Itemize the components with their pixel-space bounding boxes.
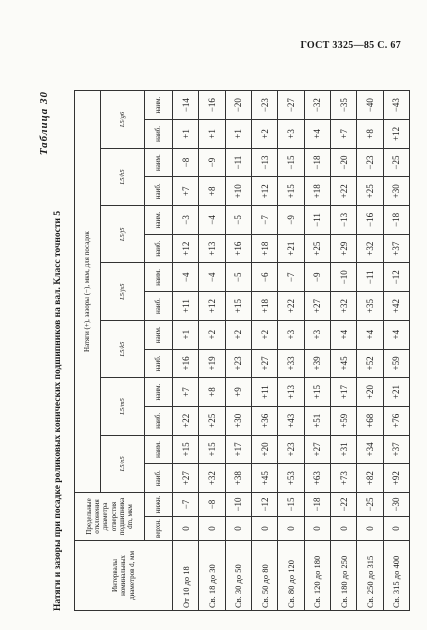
min-header: наим.	[145, 263, 173, 292]
fit-value-cell: −14	[173, 91, 199, 120]
fit-value-cell: +30	[225, 406, 251, 435]
fit-value-cell: +21	[278, 234, 304, 263]
fit-value-cell: +68	[357, 406, 383, 435]
fit-header: L5/n5	[101, 435, 145, 492]
fit-value-cell: +51	[304, 406, 330, 435]
fit-value-cell: −18	[383, 206, 409, 235]
fit-value-cell: +4	[383, 320, 409, 349]
fit-value-cell: +59	[383, 349, 409, 378]
fit-value-cell: +37	[383, 435, 409, 464]
fit-value-cell: −9	[304, 263, 330, 292]
fit-value-cell: −43	[383, 91, 409, 120]
fit-value-cell: +17	[330, 378, 356, 407]
fit-value-cell: +31	[330, 435, 356, 464]
max-header: наиб.	[145, 292, 173, 321]
fit-value-cell: +4	[304, 120, 330, 149]
fit-value-cell: +25	[357, 177, 383, 206]
diameter-range-cell: Св. 18 до 30	[199, 541, 225, 611]
fit-value-cell: +18	[251, 234, 277, 263]
max-header: наиб.	[145, 120, 173, 149]
diameter-range-cell: Св. 180 до 250	[330, 541, 356, 611]
diameter-range-cell: Св. 120 до 180	[304, 541, 330, 611]
fit-value-cell: −16	[199, 91, 225, 120]
fit-value-cell: +8	[199, 177, 225, 206]
fit-value-cell: +45	[330, 349, 356, 378]
upper-deviation-cell: 0	[383, 517, 409, 541]
fit-value-cell: +18	[304, 177, 330, 206]
fit-value-cell: +1	[225, 120, 251, 149]
table-row	[330, 91, 356, 611]
fit-value-cell: +13	[278, 378, 304, 407]
fit-value-cell: −4	[173, 263, 199, 292]
fits-table	[74, 90, 410, 611]
fit-value-cell: +1	[199, 120, 225, 149]
min-header: наим.	[145, 91, 173, 120]
diameter-range-cell: Св. 315 до 400	[383, 541, 409, 611]
fit-value-cell: −10	[330, 263, 356, 292]
fit-value-cell: +11	[251, 378, 277, 407]
fit-value-cell: −12	[383, 263, 409, 292]
fit-value-cell: −5	[225, 206, 251, 235]
fit-value-cell: +8	[199, 378, 225, 407]
diameter-range-cell: Св. 80 до 120	[278, 541, 304, 611]
fit-value-cell: +12	[199, 292, 225, 321]
fit-value-cell: +13	[199, 234, 225, 263]
fit-value-cell: +73	[330, 464, 356, 493]
fit-value-cell: +32	[330, 292, 356, 321]
min-header: наим.	[145, 206, 173, 235]
fit-value-cell: +17	[225, 435, 251, 464]
fit-value-cell: −8	[173, 148, 199, 177]
fit-value-cell: +7	[330, 120, 356, 149]
fit-value-cell: −20	[225, 91, 251, 120]
table-row	[199, 91, 225, 611]
upper-deviation-cell: 0	[304, 517, 330, 541]
fit-value-cell: +18	[251, 292, 277, 321]
fit-value-cell: −13	[330, 206, 356, 235]
fit-value-cell: +43	[278, 406, 304, 435]
min-header: наим.	[145, 435, 173, 464]
fit-value-cell: +42	[383, 292, 409, 321]
fit-value-cell: −7	[251, 206, 277, 235]
fit-value-cell: +27	[251, 349, 277, 378]
fit-header: L5/g6	[101, 91, 145, 149]
fit-value-cell: +21	[383, 378, 409, 407]
fit-value-cell: +7	[173, 177, 199, 206]
fit-value-cell: +16	[173, 349, 199, 378]
max-header: наиб.	[145, 349, 173, 378]
group-header: Натяги (+), зазоры (−), мкм, для посадок	[75, 91, 101, 493]
fit-value-cell: −23	[357, 148, 383, 177]
fit-value-cell: +20	[357, 378, 383, 407]
upper-deviation-cell: 0	[251, 517, 277, 541]
deviation-header: Предельные отклонения диаметра отверстия подшипника dm, мкм	[75, 492, 145, 540]
upper-deviation-header: верхн.	[145, 517, 173, 541]
lower-deviation-cell: −18	[304, 492, 330, 516]
fit-value-cell: +45	[251, 464, 277, 493]
page-header: ГОСТ 3325—85 С. 67	[300, 40, 401, 51]
fit-value-cell: −40	[357, 91, 383, 120]
fit-value-cell: −11	[357, 263, 383, 292]
fit-value-cell: −3	[173, 206, 199, 235]
upper-deviation-cell: 0	[278, 517, 304, 541]
diameter-range-cell: Св. 30 до 50	[225, 541, 251, 611]
fit-value-cell: +22	[173, 406, 199, 435]
fit-value-cell: +32	[357, 234, 383, 263]
fit-value-cell: +2	[251, 320, 277, 349]
fit-value-cell: +32	[199, 464, 225, 493]
lower-deviation-cell: −25	[357, 492, 383, 516]
fit-value-cell: +1	[173, 120, 199, 149]
fit-value-cell: −13	[251, 148, 277, 177]
fit-value-cell: +76	[383, 406, 409, 435]
fit-value-cell: +23	[225, 349, 251, 378]
fit-value-cell: +34	[357, 435, 383, 464]
min-header: наим.	[145, 148, 173, 177]
fit-value-cell: +27	[304, 292, 330, 321]
fit-value-cell: +19	[199, 349, 225, 378]
rotated-table-block	[38, 91, 410, 611]
fit-value-cell: +25	[304, 234, 330, 263]
upper-deviation-cell: 0	[173, 517, 199, 541]
fit-value-cell: +52	[357, 349, 383, 378]
fit-value-cell: +15	[199, 435, 225, 464]
fit-value-cell: +25	[199, 406, 225, 435]
table-row	[357, 91, 383, 611]
fit-header: L5/js5	[101, 263, 145, 320]
fit-value-cell: +82	[357, 464, 383, 493]
fit-value-cell: −4	[199, 263, 225, 292]
fit-value-cell: −4	[199, 206, 225, 235]
fit-value-cell: −5	[225, 263, 251, 292]
fit-value-cell: +12	[173, 234, 199, 263]
upper-deviation-cell: 0	[357, 517, 383, 541]
fit-value-cell: +2	[199, 320, 225, 349]
fit-value-cell: +8	[357, 120, 383, 149]
fit-value-cell: −25	[383, 148, 409, 177]
fit-value-cell: +92	[383, 464, 409, 493]
table-caption: Натяги и зазоры при посадке роликовых конических подшипников на вал. Класс точности 5	[53, 210, 63, 611]
fit-value-cell: −20	[330, 148, 356, 177]
fit-value-cell: +22	[330, 177, 356, 206]
fit-value-cell: −18	[304, 148, 330, 177]
upper-deviation-cell: 0	[225, 517, 251, 541]
fit-value-cell: +12	[383, 120, 409, 149]
fit-value-cell: +39	[304, 349, 330, 378]
fit-value-cell: +9	[225, 378, 251, 407]
lower-deviation-header: нижн.	[145, 492, 173, 516]
fit-value-cell: +36	[251, 406, 277, 435]
min-header: наим.	[145, 320, 173, 349]
fit-value-cell: +37	[383, 234, 409, 263]
max-header: наиб.	[145, 177, 173, 206]
fit-value-cell: +35	[357, 292, 383, 321]
lower-deviation-cell: −12	[251, 492, 277, 516]
max-header: наиб.	[145, 234, 173, 263]
fit-value-cell: −11	[225, 148, 251, 177]
lower-deviation-cell: −8	[199, 492, 225, 516]
fit-header: L5/h5	[101, 148, 145, 205]
table-row	[173, 91, 199, 611]
upper-deviation-cell: 0	[199, 517, 225, 541]
fit-value-cell: −32	[304, 91, 330, 120]
min-header: наим.	[145, 378, 173, 407]
fit-value-cell: +7	[173, 378, 199, 407]
fit-value-cell: +59	[330, 406, 356, 435]
fit-value-cell: +22	[278, 292, 304, 321]
table-row	[278, 91, 304, 611]
fit-value-cell: −9	[199, 148, 225, 177]
fit-header: L5/k5	[101, 320, 145, 377]
fit-value-cell: +30	[383, 177, 409, 206]
fit-value-cell: +3	[278, 320, 304, 349]
interval-header: Интервалы номинальных диаметров d, мм	[75, 541, 173, 611]
fit-value-cell: +53	[278, 464, 304, 493]
fit-value-cell: −11	[304, 206, 330, 235]
fit-value-cell: +27	[304, 435, 330, 464]
fit-value-cell: −27	[278, 91, 304, 120]
fit-value-cell: +27	[173, 464, 199, 493]
fit-value-cell: +20	[251, 435, 277, 464]
table-number: Таблица 30	[38, 91, 50, 156]
fit-header: L5/j5	[101, 206, 145, 263]
fit-value-cell: +4	[330, 320, 356, 349]
table-row	[225, 91, 251, 611]
lower-deviation-cell: −10	[225, 492, 251, 516]
fit-value-cell: −15	[278, 148, 304, 177]
fit-value-cell: −9	[278, 206, 304, 235]
lower-deviation-cell: −30	[383, 492, 409, 516]
fit-header: L5/m5	[101, 378, 145, 435]
lower-deviation-cell: −15	[278, 492, 304, 516]
lower-deviation-cell: −7	[173, 492, 199, 516]
fit-value-cell: +23	[278, 435, 304, 464]
fit-value-cell: −16	[357, 206, 383, 235]
fit-value-cell: +4	[357, 320, 383, 349]
fit-value-cell: −6	[251, 263, 277, 292]
fit-value-cell: +12	[251, 177, 277, 206]
fit-value-cell: +15	[173, 435, 199, 464]
fit-value-cell: +1	[173, 320, 199, 349]
table-row	[304, 91, 330, 611]
fit-value-cell: +11	[173, 292, 199, 321]
fit-value-cell: +3	[304, 320, 330, 349]
fit-value-cell: +16	[225, 234, 251, 263]
fit-value-cell: +33	[278, 349, 304, 378]
fit-value-cell: −23	[251, 91, 277, 120]
fit-value-cell: +2	[225, 320, 251, 349]
table-row	[383, 91, 409, 611]
max-header: наиб.	[145, 464, 173, 493]
fit-value-cell: +15	[304, 378, 330, 407]
fit-value-cell: +15	[278, 177, 304, 206]
fit-value-cell: +63	[304, 464, 330, 493]
diameter-range-cell: Св. 250 до 315	[357, 541, 383, 611]
fit-value-cell: +10	[225, 177, 251, 206]
diameter-range-cell: От 10 до 18	[173, 541, 199, 611]
table-row	[251, 91, 277, 611]
fit-value-cell: +15	[225, 292, 251, 321]
fit-value-cell: −7	[278, 263, 304, 292]
max-header: наиб.	[145, 406, 173, 435]
fit-value-cell: +3	[278, 120, 304, 149]
fit-value-cell: +29	[330, 234, 356, 263]
diameter-range-cell: Св. 50 до 80	[251, 541, 277, 611]
lower-deviation-cell: −22	[330, 492, 356, 516]
upper-deviation-cell: 0	[330, 517, 356, 541]
fit-value-cell: −35	[330, 91, 356, 120]
fit-value-cell: +38	[225, 464, 251, 493]
fit-value-cell: +2	[251, 120, 277, 149]
